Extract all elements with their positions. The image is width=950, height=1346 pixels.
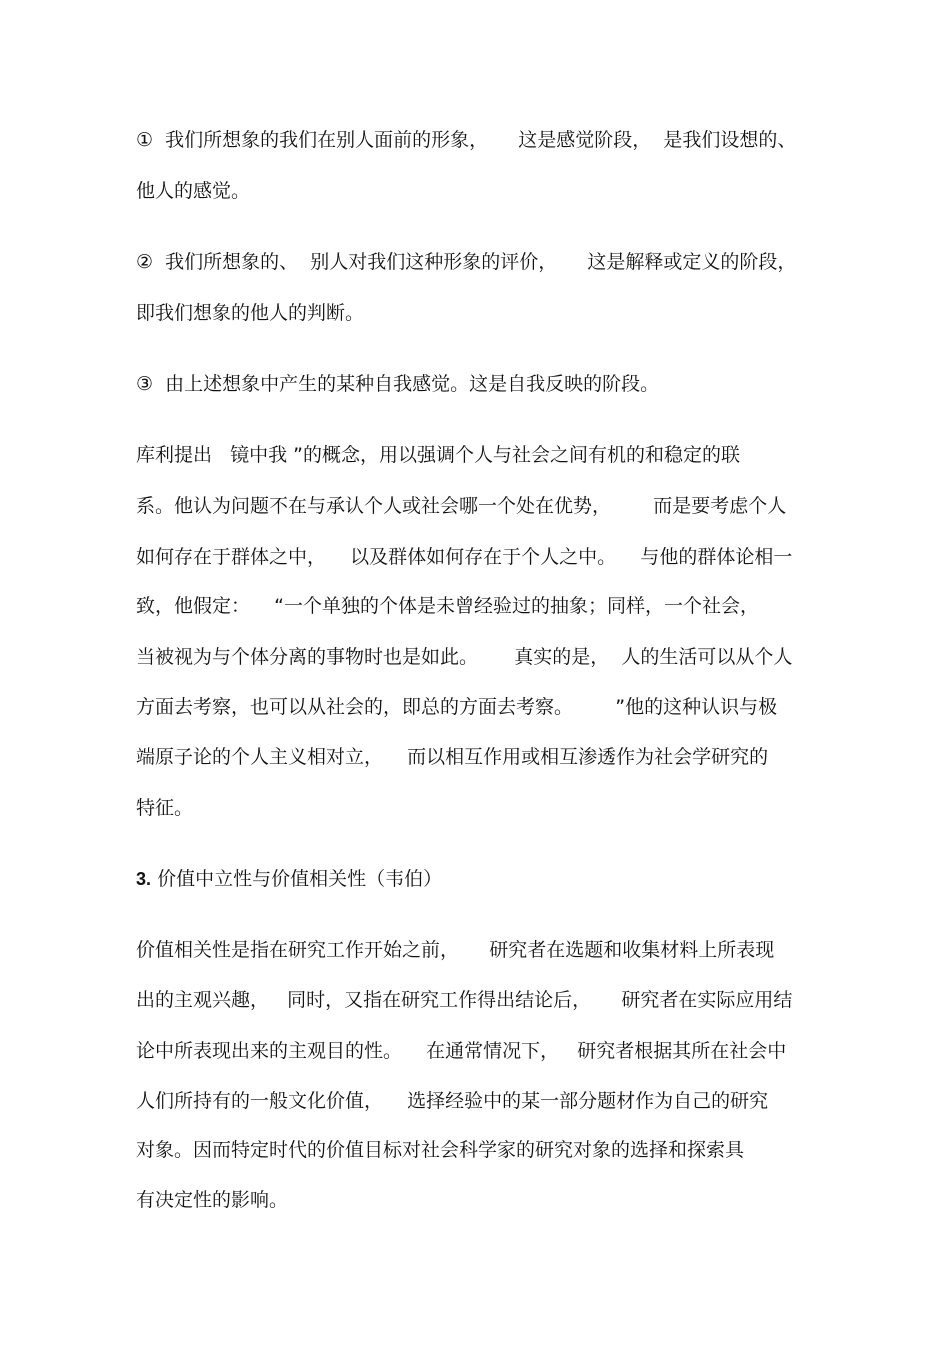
paragraph-2-line-2: 即我们想象的他人的判断。 bbox=[136, 302, 365, 324]
paragraph-4-line-3: 如何存在于群体之中， 以及群体如何存在于个人之中。 与他的群体论相一 bbox=[136, 546, 793, 568]
paragraph-2-line-1: ② 我们所想象的、 别人对我们这种形象的评价， 这是解释或定义的阶段， bbox=[136, 251, 797, 273]
section-paragraph-line-4: 人们所持有的一般文化价值， 选择经验中的某一部分题材作为自己的研究 bbox=[136, 1090, 769, 1112]
paragraph-1-line-1: ① 我们所想象的我们在别人面前的形象， 这是感觉阶段， 是我们设想的、 bbox=[136, 129, 797, 151]
section-title: 价值中立性与价值相关性（韦伯） bbox=[157, 868, 443, 890]
paragraph-4-line-6: 方面去考察，也可以从社会的，即总的方面去考察。 ”他的这种认识与极 bbox=[136, 696, 778, 718]
section-heading bbox=[136, 867, 442, 891]
paragraph-1-line-2: 他人的感觉。 bbox=[136, 180, 251, 202]
paragraph-3-line-1: ③ 由上述想象中产生的某种自我感觉。这是自我反映的阶段。 bbox=[136, 373, 660, 395]
section-paragraph-line-5: 对象。因而特定时代的价值目标对社会科学家的研究对象的选择和探索具 bbox=[136, 1139, 745, 1161]
paragraph-4-line-2: 系。他认为问题不在与承认个人或社会哪一个处在优势， 而是要考虑个人 bbox=[136, 495, 787, 517]
paragraph-4-line-7: 端原子论的个人主义相对立， 而以相互作用或相互渗透作为社会学研究的 bbox=[136, 746, 769, 768]
section-paragraph-line-6: 有决定性的影响。 bbox=[136, 1189, 289, 1211]
section-paragraph-line-1: 价值相关性是指在研究工作开始之前， 研究者在选题和收集材料上所表现 bbox=[136, 939, 775, 961]
section-paragraph-line-3: 论中所表现出来的主观目的性。 在通常情况下， 研究者根据其所在社会中 bbox=[136, 1040, 787, 1062]
paragraph-4-line-4: 致，他假定： “一个单独的个体是未曾经验过的抽象；同样，一个社会， bbox=[136, 595, 760, 617]
paragraph-4-line-1: 库利提出 镜中我 ”的概念，用以强调个人与社会之间有机的和稳定的联 bbox=[136, 444, 741, 466]
paragraph-4-line-5: 当被视为与个体分离的事物时也是如此。 真实的是， 人的生活可以从个人 bbox=[136, 646, 793, 668]
paragraph-4-line-8: 特征。 bbox=[136, 797, 194, 819]
section-paragraph-line-2: 出的主观兴趣， 同时，又指在研究工作得出结论后， 研究者在实际应用结 bbox=[136, 989, 793, 1011]
section-number: 3. bbox=[136, 869, 152, 889]
